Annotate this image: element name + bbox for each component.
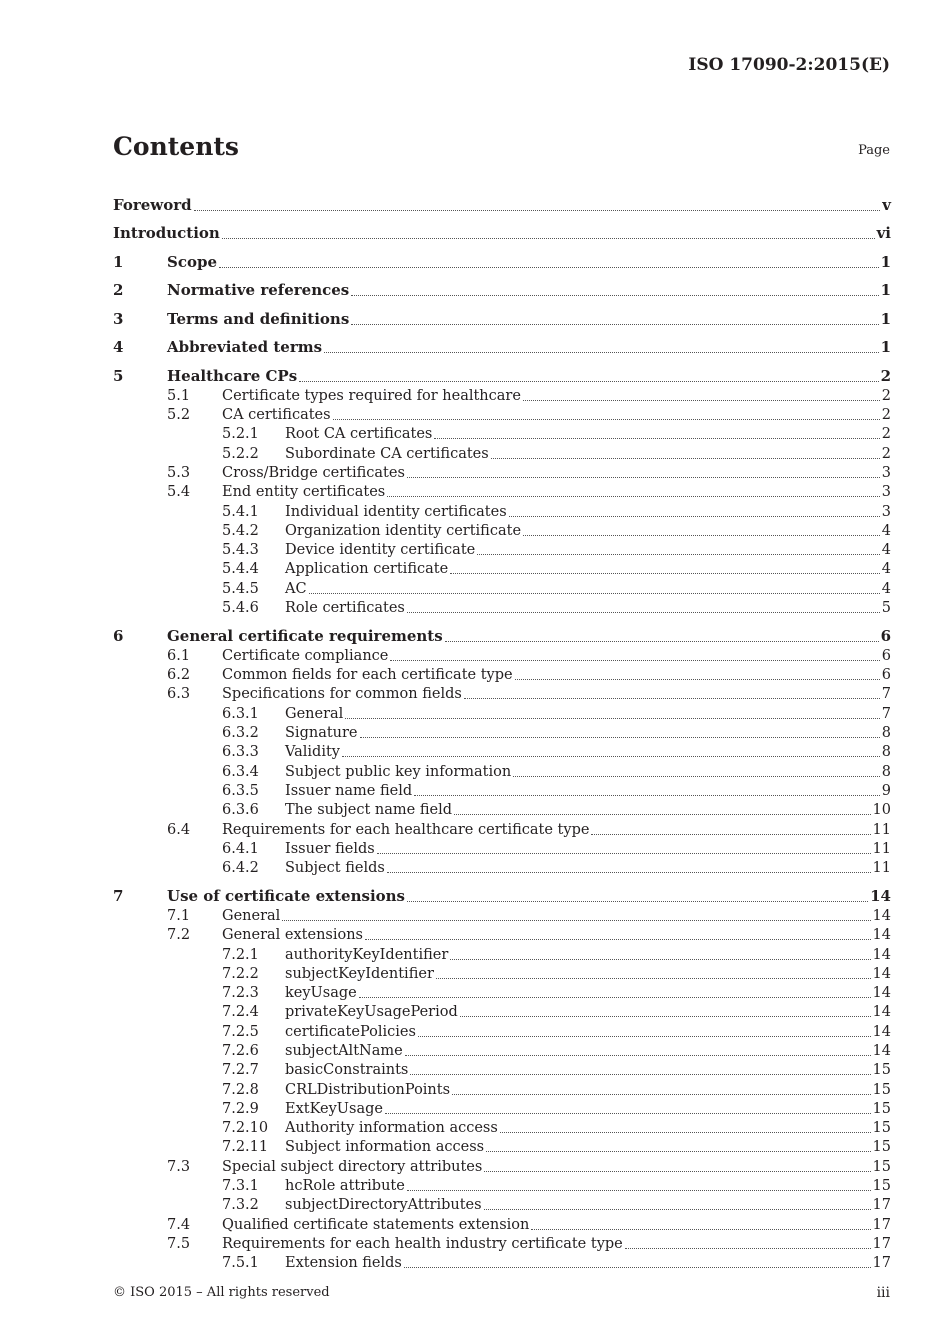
toc-entry-number: 6.3.4 — [222, 763, 259, 780]
toc-entry-number: 6.1 — [167, 647, 191, 664]
dot-leader — [523, 535, 880, 536]
toc-entry-page: 17 — [872, 1216, 891, 1233]
toc-entry-number: 7.3 — [167, 1158, 191, 1175]
dot-leader — [523, 400, 880, 401]
toc-entry-title: Validity — [285, 744, 340, 761]
dot-leader — [513, 776, 880, 777]
dot-leader — [486, 1151, 870, 1152]
toc-entry-number: 5.4 — [167, 484, 191, 501]
toc-entry-page: 1 — [880, 338, 891, 356]
toc-entry-number: 5.2.1 — [222, 426, 259, 443]
dot-leader — [484, 1209, 871, 1210]
toc-entry[interactable] — [113, 243, 891, 272]
toc-entry-title: basicConstraints — [285, 1062, 409, 1079]
dot-leader — [410, 1074, 870, 1075]
dot-leader — [345, 718, 879, 719]
dot-leader — [407, 612, 880, 613]
toc-entry-number: 2 — [113, 281, 124, 299]
dot-leader — [387, 872, 871, 873]
toc-entry[interactable] — [113, 463, 891, 482]
toc-entry-page: 2 — [881, 407, 891, 424]
toc-entry-title: subjectAltName — [285, 1043, 403, 1059]
dot-leader — [418, 1036, 871, 1037]
toc-entry-number: 6.4.1 — [222, 840, 259, 857]
toc-entry-number: 7.5 — [167, 1235, 191, 1252]
toc-entry-number: 7.2.5 — [222, 1023, 259, 1040]
toc-entry-page: 8 — [881, 725, 891, 742]
toc-entry-number: 6.4.2 — [222, 860, 259, 877]
toc-entry-page: 4 — [881, 522, 891, 539]
dot-leader — [436, 978, 871, 979]
toc-entry-title: CA certificates — [222, 407, 331, 424]
toc-entry-page: 10 — [872, 802, 891, 819]
toc-entry-page: 7 — [881, 686, 891, 703]
toc-entry[interactable] — [113, 598, 891, 617]
dot-leader — [625, 1248, 871, 1249]
toc-entry-number: 6.3.5 — [222, 782, 259, 799]
toc-entry[interactable] — [113, 300, 891, 329]
toc-entry-number: 7.2.3 — [222, 985, 259, 1002]
toc-entry-page: 15 — [872, 1158, 891, 1175]
toc-entry-page: 2 — [881, 387, 891, 404]
toc-entry-number: 7.3.1 — [222, 1178, 259, 1195]
toc-entry[interactable] — [113, 521, 891, 540]
toc-entry-page: 11 — [872, 860, 891, 877]
toc-entry[interactable] — [113, 186, 891, 215]
toc-entry-number: 7.2.6 — [222, 1043, 259, 1059]
toc-entry-page: 9 — [881, 782, 891, 799]
footer-page-number: iii — [876, 1285, 890, 1301]
toc-entry-title: Extension fields — [285, 1255, 402, 1272]
toc-entry[interactable] — [113, 272, 891, 301]
toc-entry-title: Requirements for each health industry certificate type — [222, 1235, 623, 1252]
toc-entry[interactable] — [113, 839, 891, 858]
toc-entry-page: 15 — [872, 1062, 891, 1079]
dot-leader — [452, 1094, 871, 1095]
toc-entry-number: 5.4.1 — [222, 503, 259, 520]
toc-entry-title: Issuer fields — [285, 840, 375, 857]
toc-entry-title: subjectDirectoryAttributes — [285, 1197, 482, 1214]
dot-leader — [484, 1171, 870, 1172]
toc-entry-number: 6.2 — [167, 667, 191, 684]
dot-leader — [351, 295, 878, 296]
toc-entry-page: 6 — [881, 647, 891, 664]
toc-entry-number: 7.5.1 — [222, 1255, 259, 1272]
toc-entry-title: subjectKeyIdentifier — [285, 965, 434, 982]
toc-entry-page: 17 — [872, 1235, 891, 1252]
toc-entry-number: 5 — [113, 366, 124, 385]
toc-entry-number: 7.2.10 — [222, 1120, 269, 1137]
toc-entry[interactable] — [113, 781, 891, 800]
toc-entry-number: 7.4 — [167, 1216, 191, 1233]
dot-leader — [387, 496, 880, 497]
dot-leader — [365, 939, 871, 940]
toc-entry-title: certificatePolicies — [285, 1023, 416, 1040]
dot-leader — [222, 238, 875, 239]
toc-entry[interactable] — [113, 1002, 891, 1021]
toc-entry[interactable] — [113, 386, 891, 405]
toc-entry-number: 7.2.11 — [222, 1139, 269, 1156]
toc-entry-page: 14 — [872, 927, 891, 944]
toc-entry-number: 6 — [113, 626, 124, 645]
toc-entry-page: 14 — [872, 907, 891, 924]
toc-entry[interactable] — [113, 1118, 891, 1137]
dot-leader — [282, 920, 870, 921]
toc-entry[interactable] — [113, 329, 891, 358]
toc-entry-title: Subject public key information — [285, 763, 512, 780]
toc-entry-title: The subject name field — [285, 802, 452, 819]
toc-entry-title: Subject fields — [285, 860, 385, 877]
toc-entry-page: 17 — [872, 1197, 891, 1214]
toc-entry-number: 5.4.4 — [222, 561, 259, 578]
dot-leader — [464, 698, 880, 699]
toc-entry-title: Certificate types required for healthcare — [222, 387, 521, 404]
toc-entry-title: End entity certificates — [222, 484, 386, 501]
toc-entry[interactable] — [113, 1041, 891, 1060]
toc-entry-title: Scope — [167, 252, 218, 271]
toc-entry[interactable] — [113, 858, 891, 877]
toc-entry[interactable] — [113, 1195, 891, 1214]
toc-entry-page: v — [882, 195, 891, 214]
dot-leader — [324, 352, 878, 353]
toc-entry-title: General — [222, 907, 281, 924]
toc-entry-page: 2 — [880, 366, 891, 385]
toc-entry-number: 5.3 — [167, 464, 191, 481]
dot-leader — [360, 737, 880, 738]
dot-leader — [450, 959, 870, 960]
toc-entry-page: 7 — [881, 705, 891, 722]
toc-entry[interactable] — [113, 819, 891, 838]
toc-entry[interactable] — [113, 1099, 891, 1118]
toc-entry-title: Healthcare CPs — [167, 366, 298, 385]
toc-entry[interactable] — [113, 424, 891, 443]
toc-entry[interactable] — [113, 1253, 891, 1272]
dot-leader — [531, 1229, 870, 1230]
dot-leader — [445, 641, 879, 642]
toc-entry-page: 3 — [881, 503, 891, 520]
dot-leader — [454, 814, 871, 815]
toc-entry[interactable] — [113, 1156, 891, 1175]
dot-leader — [194, 210, 881, 211]
toc-entry-title: Root CA certificates — [285, 426, 433, 443]
toc-entry-title: Organization identity certificate — [285, 522, 522, 539]
toc-entry[interactable] — [113, 703, 891, 722]
toc-entry-title: General certificate requirements — [167, 626, 443, 645]
toc-entry-title: Abbreviated terms — [167, 338, 323, 356]
dot-leader — [515, 679, 880, 680]
toc-entry-title: privateKeyUsagePeriod — [285, 1004, 458, 1021]
toc-entry[interactable] — [113, 877, 891, 906]
toc-entry-page: 15 — [872, 1100, 891, 1117]
dot-leader — [491, 458, 880, 459]
toc-entry-number: 6.3 — [167, 686, 191, 703]
toc-entry-page: 14 — [872, 965, 891, 982]
toc-entry[interactable] — [113, 983, 891, 1002]
toc-entry-title: Role certificates — [285, 600, 405, 617]
toc-entry-title: hcRole attribute — [285, 1178, 405, 1195]
toc-entry-page: 14 — [872, 1023, 891, 1040]
dot-leader — [404, 1267, 871, 1268]
toc-entry-title: Signature — [285, 725, 358, 742]
toc-entry-number: 5.2 — [167, 407, 191, 424]
toc-entry-number: 5.4.5 — [222, 580, 259, 597]
toc-entry-title: Device identity certificate — [285, 542, 476, 559]
toc-entry-page: 3 — [881, 484, 891, 501]
toc-entry[interactable] — [113, 1234, 891, 1253]
toc-entry-page: 14 — [870, 886, 891, 905]
toc-entry-title: AC — [285, 580, 307, 597]
toc-entry-title: Subject information access — [285, 1139, 485, 1156]
toc-entry-number: 1 — [113, 252, 124, 271]
toc-entry-title: Introduction — [113, 224, 220, 242]
toc-entry[interactable] — [113, 540, 891, 559]
dot-leader — [219, 267, 879, 268]
toc-entry-number: 5.4.6 — [222, 600, 259, 617]
footer-copyright: © ISO 2015 – All rights reserved — [113, 1285, 330, 1300]
toc-entry-number: 5.2.2 — [222, 445, 259, 462]
toc-entry-page: 1 — [880, 281, 891, 299]
toc-entry[interactable] — [113, 742, 891, 761]
toc-entry-title: Issuer name field — [285, 782, 413, 799]
toc-entry-number: 7.3.2 — [222, 1197, 259, 1214]
toc-entry-page: 8 — [881, 763, 891, 780]
dot-leader — [333, 419, 880, 420]
toc-entry-number: 6.3.1 — [222, 705, 259, 722]
dot-leader — [460, 1016, 871, 1017]
toc-entry-page: 15 — [872, 1139, 891, 1156]
toc-entry-title: Application certificate — [285, 561, 449, 578]
toc-entry-page: 6 — [881, 667, 891, 684]
toc-entry[interactable] — [113, 578, 891, 597]
toc-entry[interactable] — [113, 443, 891, 462]
toc-entry-page: 2 — [881, 445, 891, 462]
toc-entry[interactable] — [113, 1079, 891, 1098]
dot-leader — [591, 834, 870, 835]
toc-entry-title: Foreword — [113, 195, 192, 214]
toc-entry[interactable] — [113, 1176, 891, 1195]
toc-entry-title: Common fields for each certificate type — [222, 667, 513, 684]
dot-leader — [309, 593, 880, 594]
toc-entry-title: Terms and definitions — [167, 309, 350, 328]
toc-entry-page: 15 — [872, 1120, 891, 1137]
toc-entry-page: 11 — [872, 821, 891, 838]
toc-entry-title: keyUsage — [285, 985, 357, 1002]
toc-entry-title: General — [285, 705, 344, 722]
toc-entry[interactable] — [113, 944, 891, 963]
toc-entry-page: 14 — [872, 1004, 891, 1021]
toc-entry-page: 4 — [881, 580, 891, 597]
dot-leader — [407, 477, 880, 478]
dot-leader — [500, 1132, 871, 1133]
toc-entry-page: 15 — [872, 1178, 891, 1195]
toc-entry[interactable] — [113, 646, 891, 665]
toc-entry-number: 7 — [113, 886, 124, 905]
toc-entry[interactable] — [113, 925, 891, 944]
toc-entry-title: Specifications for common fields — [222, 686, 462, 703]
toc-entry-title: Normative references — [167, 281, 350, 299]
toc-entry-number: 5.4.3 — [222, 542, 259, 559]
toc-entry-number: 7.2.2 — [222, 965, 259, 982]
toc-entry-page: 2 — [881, 426, 891, 443]
toc-entry-number: 4 — [113, 338, 124, 356]
toc-entry-title: Special subject directory attributes — [222, 1158, 483, 1175]
toc-entry-title: Requirements for each healthcare certificate type — [222, 821, 590, 838]
toc-entry-page: 6 — [880, 626, 891, 645]
table-of-contents — [113, 186, 891, 1272]
toc-entry-number: 7.2 — [167, 927, 191, 944]
toc-entry[interactable] — [113, 357, 891, 386]
toc-entry-title: Individual identity certificates — [285, 503, 507, 520]
toc-entry-page: 17 — [872, 1255, 891, 1272]
toc-entry[interactable] — [113, 684, 891, 703]
toc-entry-title: Qualified certificate statements extension — [222, 1216, 530, 1233]
toc-entry-title: Use of certificate extensions — [167, 886, 405, 905]
toc-entry-page: 14 — [872, 985, 891, 1002]
toc-entry-number: 7.1 — [167, 907, 191, 924]
toc-entry-page: 3 — [881, 464, 891, 481]
dot-leader — [509, 516, 880, 517]
dot-leader — [477, 554, 880, 555]
document-id: ISO 17090-2:2015(E) — [688, 55, 890, 75]
toc-entry-page: 5 — [881, 600, 891, 617]
dot-leader — [299, 381, 878, 382]
dot-leader — [405, 1055, 871, 1056]
contents-title: Contents — [113, 132, 240, 161]
dot-leader — [351, 324, 878, 325]
toc-entry-page: 1 — [880, 309, 891, 328]
toc-entry[interactable] — [113, 405, 891, 424]
dot-leader — [390, 660, 879, 661]
toc-entry-page: vi — [876, 224, 891, 242]
dot-leader — [377, 853, 871, 854]
toc-entry[interactable] — [113, 800, 891, 819]
toc-entry-page: 4 — [881, 542, 891, 559]
toc-entry[interactable] — [113, 482, 891, 501]
dot-leader — [434, 438, 879, 439]
toc-entry-title: ExtKeyUsage — [285, 1100, 383, 1117]
toc-entry[interactable] — [113, 617, 891, 646]
dot-leader — [385, 1113, 871, 1114]
toc-entry-title: General extensions — [222, 927, 363, 944]
dot-leader — [414, 795, 880, 796]
toc-entry-number: 7.2.4 — [222, 1004, 259, 1021]
dot-leader — [407, 1190, 871, 1191]
toc-entry-page: 14 — [872, 946, 891, 963]
toc-entry-number: 7.2.8 — [222, 1081, 259, 1098]
toc-entry-page: 11 — [872, 840, 891, 857]
toc-entry-number: 6.3.2 — [222, 725, 259, 742]
toc-entry-title: Certificate compliance — [222, 647, 389, 664]
toc-entry-title: CRLDistributionPoints — [285, 1081, 451, 1098]
toc-entry[interactable] — [113, 723, 891, 742]
toc-entry[interactable] — [113, 665, 891, 684]
toc-entry-title: Subordinate CA certificates — [285, 445, 489, 462]
toc-entry[interactable] — [113, 215, 891, 244]
page-column-label: Page — [858, 143, 890, 158]
toc-entry-number: 6.3.6 — [222, 802, 259, 819]
toc-entry[interactable] — [113, 1021, 891, 1040]
toc-entry-number: 6.3.3 — [222, 744, 259, 761]
toc-entry-page: 4 — [881, 561, 891, 578]
dot-leader — [359, 997, 871, 998]
toc-entry-page: 15 — [872, 1081, 891, 1098]
toc-entry-number: 7.2.9 — [222, 1100, 259, 1117]
toc-entry-number: 6.4 — [167, 821, 191, 838]
dot-leader — [450, 573, 880, 574]
toc-entry-number: 7.2.7 — [222, 1062, 259, 1079]
toc-entry[interactable] — [113, 964, 891, 983]
toc-entry[interactable] — [113, 906, 891, 925]
toc-entry-title: authorityKeyIdentifier — [285, 946, 449, 963]
toc-entry-page: 1 — [880, 252, 891, 271]
toc-entry-number: 5.4.2 — [222, 522, 259, 539]
toc-entry[interactable] — [113, 559, 891, 578]
toc-entry[interactable] — [113, 1060, 891, 1079]
toc-entry-title: Authority information access — [285, 1120, 498, 1137]
toc-entry-page: 14 — [872, 1043, 891, 1059]
toc-entry-number: 7.2.1 — [222, 946, 259, 963]
toc-entry[interactable] — [113, 1137, 891, 1156]
toc-entry[interactable] — [113, 501, 891, 520]
toc-entry[interactable] — [113, 761, 891, 780]
dot-leader — [342, 756, 880, 757]
toc-entry[interactable] — [113, 1214, 891, 1233]
toc-entry-number: 5.1 — [167, 387, 191, 404]
dot-leader — [407, 901, 868, 902]
toc-entry-page: 8 — [881, 744, 891, 761]
toc-entry-title: Cross/Bridge certificates — [222, 464, 405, 481]
toc-entry-number: 3 — [113, 309, 124, 328]
